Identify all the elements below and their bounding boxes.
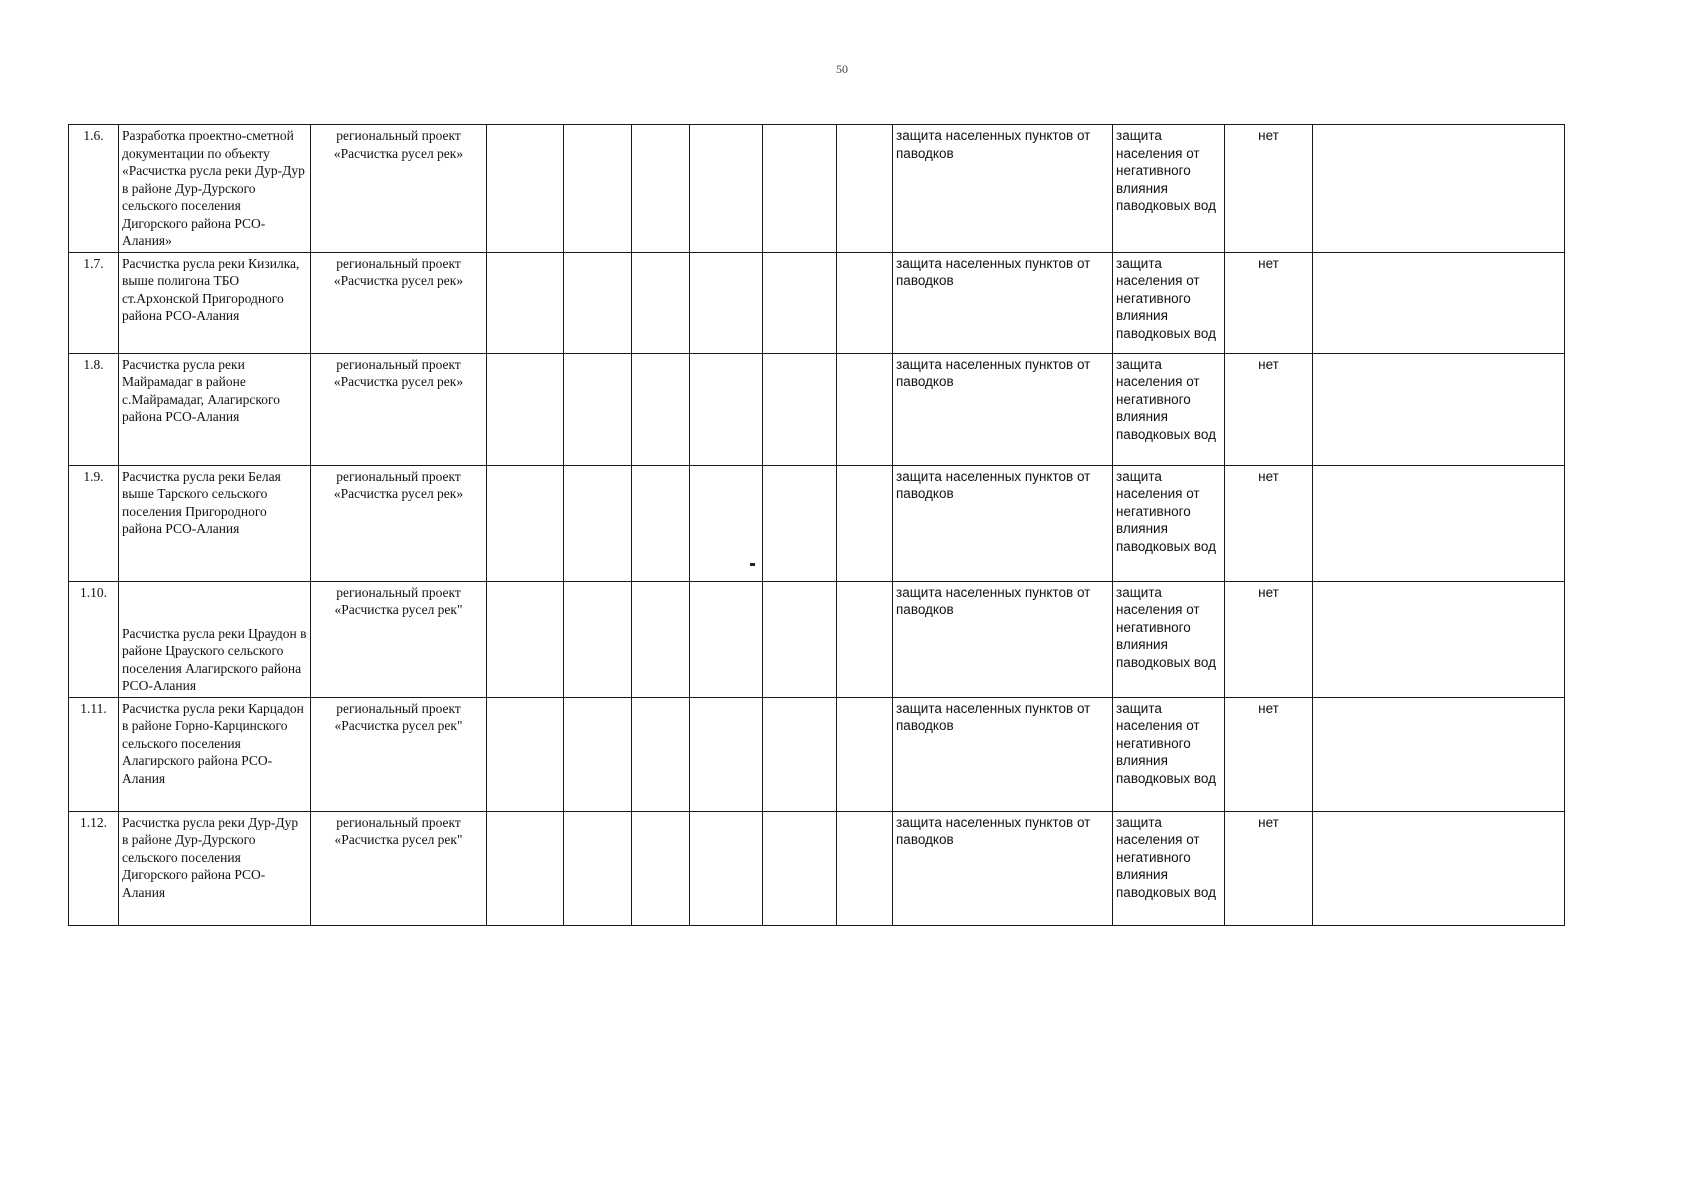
row-number: 1.12. (69, 811, 119, 925)
table-row (69, 465, 1565, 581)
empty-cell (564, 697, 632, 811)
row-number: 1.11. (69, 697, 119, 811)
table-row (69, 697, 1565, 811)
empty-cell (1313, 252, 1565, 353)
empty-cell (837, 125, 893, 253)
row-number: 1.7. (69, 252, 119, 353)
page-number: 50 (836, 62, 848, 76)
table-row (69, 353, 1565, 465)
empty-cell (690, 252, 763, 353)
measure-name: Расчистка русла реки Майрамадаг в районе с.Майрамадаг, Алагирского района РСО-Алания (119, 353, 311, 465)
empty-cell (487, 125, 564, 253)
risk-text: нет (1225, 581, 1313, 697)
table-row (69, 811, 1565, 925)
risk-text: нет (1225, 465, 1313, 581)
effect-text: защита населения от негативного влияния паводковых вод (1113, 125, 1225, 253)
empty-cell (837, 465, 893, 581)
project-name: региональный проект «Расчистка русел рек" (311, 697, 487, 811)
effect-text: защита населения от негативного влияния паводковых вод (1113, 581, 1225, 697)
row-number: 1.9. (69, 465, 119, 581)
goal-text: защита населенных пунктов от паводков (893, 581, 1113, 697)
empty-cell (487, 581, 564, 697)
empty-cell (1313, 125, 1565, 253)
empty-cell (763, 252, 837, 353)
empty-cell (763, 125, 837, 253)
project-name: региональный проект «Расчистка русел рек» (311, 353, 487, 465)
empty-cell (487, 465, 564, 581)
empty-cell (564, 252, 632, 353)
empty-cell (763, 581, 837, 697)
empty-cell (632, 465, 690, 581)
empty-cell (487, 252, 564, 353)
empty-cell (564, 465, 632, 581)
scan-speck (750, 563, 755, 566)
risk-text: нет (1225, 811, 1313, 925)
empty-cell (564, 811, 632, 925)
goal-text: защита населенных пунктов от паводков (893, 252, 1113, 353)
measure-name: Расчистка русла реки Цраудон в районе Црауского сельского поселения Алагирского района РСО-Алания (119, 581, 311, 697)
empty-cell (1313, 697, 1565, 811)
empty-cell (564, 125, 632, 253)
goal-text: защита населенных пунктов от паводков (893, 697, 1113, 811)
empty-cell (632, 581, 690, 697)
risk-text: нет (1225, 353, 1313, 465)
empty-cell (564, 353, 632, 465)
empty-cell (763, 465, 837, 581)
goal-text: защита населенных пунктов от паводков (893, 465, 1113, 581)
goal-text: защита населенных пунктов от паводков (893, 353, 1113, 465)
row-number: 1.10. (69, 581, 119, 697)
empty-cell (632, 811, 690, 925)
goal-text: защита населенных пунктов от паводков (893, 125, 1113, 253)
empty-cell (1313, 353, 1565, 465)
empty-cell (763, 353, 837, 465)
effect-text: защита населения от негативного влияния паводковых вод (1113, 252, 1225, 353)
empty-cell (690, 125, 763, 253)
project-name: региональный проект «Расчистка русел рек" (311, 811, 487, 925)
risk-text: нет (1225, 252, 1313, 353)
empty-cell (632, 125, 690, 253)
empty-cell (690, 581, 763, 697)
empty-cell (690, 697, 763, 811)
measure-name: Расчистка русла реки Белая выше Тарского сельского поселения Пригородного района РСО-Алания (119, 465, 311, 581)
empty-cell (632, 353, 690, 465)
empty-cell (837, 697, 893, 811)
empty-cell (1313, 811, 1565, 925)
measure-name: Расчистка русла реки Дур-Дур в районе Дур-Дурского сельского поселения Дигорского района РСО-Алания (119, 811, 311, 925)
empty-cell (1313, 581, 1565, 697)
project-name: региональный проект «Расчистка русел рек" (311, 581, 487, 697)
empty-cell (763, 697, 837, 811)
effect-text: защита населения от негативного влияния паводковых вод (1113, 697, 1225, 811)
table-row (69, 125, 1565, 253)
row-number: 1.6. (69, 125, 119, 253)
empty-cell (763, 811, 837, 925)
measure-name: Расчистка русла реки Кизилка, выше полигона ТБО ст.Архонской Пригородного района РСО-Алания (119, 252, 311, 353)
empty-cell (837, 581, 893, 697)
table-row (69, 252, 1565, 353)
goal-text: защита населенных пунктов от паводков (893, 811, 1113, 925)
empty-cell (690, 811, 763, 925)
effect-text: защита населения от негативного влияния паводковых вод (1113, 465, 1225, 581)
empty-cell (487, 811, 564, 925)
effect-text: защита населения от негативного влияния паводковых вод (1113, 353, 1225, 465)
empty-cell (690, 353, 763, 465)
table-row (69, 581, 1565, 697)
measure-name: Расчистка русла реки Карцадон в районе Горно-Карцинского сельского поселения Алагирского района РСО-Алания (119, 697, 311, 811)
measure-name: Разработка проектно-сметной документации по объекту «Расчистка русла реки Дур-Дур в районе Дур-Дурского сельского поселения Дигорского района РСО-Алания» (119, 125, 311, 253)
row-number: 1.8. (69, 353, 119, 465)
empty-cell (487, 697, 564, 811)
empty-cell (632, 252, 690, 353)
risk-text: нет (1225, 697, 1313, 811)
empty-cell (837, 353, 893, 465)
project-name: региональный проект «Расчистка русел рек» (311, 465, 487, 581)
empty-cell (1313, 465, 1565, 581)
empty-cell (487, 353, 564, 465)
project-name: региональный проект «Расчистка русел рек» (311, 125, 487, 253)
risk-text: нет (1225, 125, 1313, 253)
empty-cell (837, 252, 893, 353)
effect-text: защита населения от негативного влияния паводковых вод (1113, 811, 1225, 925)
empty-cell (564, 581, 632, 697)
measures-table (68, 124, 1565, 926)
project-name: региональный проект «Расчистка русел рек» (311, 252, 487, 353)
empty-cell (632, 697, 690, 811)
empty-cell (837, 811, 893, 925)
